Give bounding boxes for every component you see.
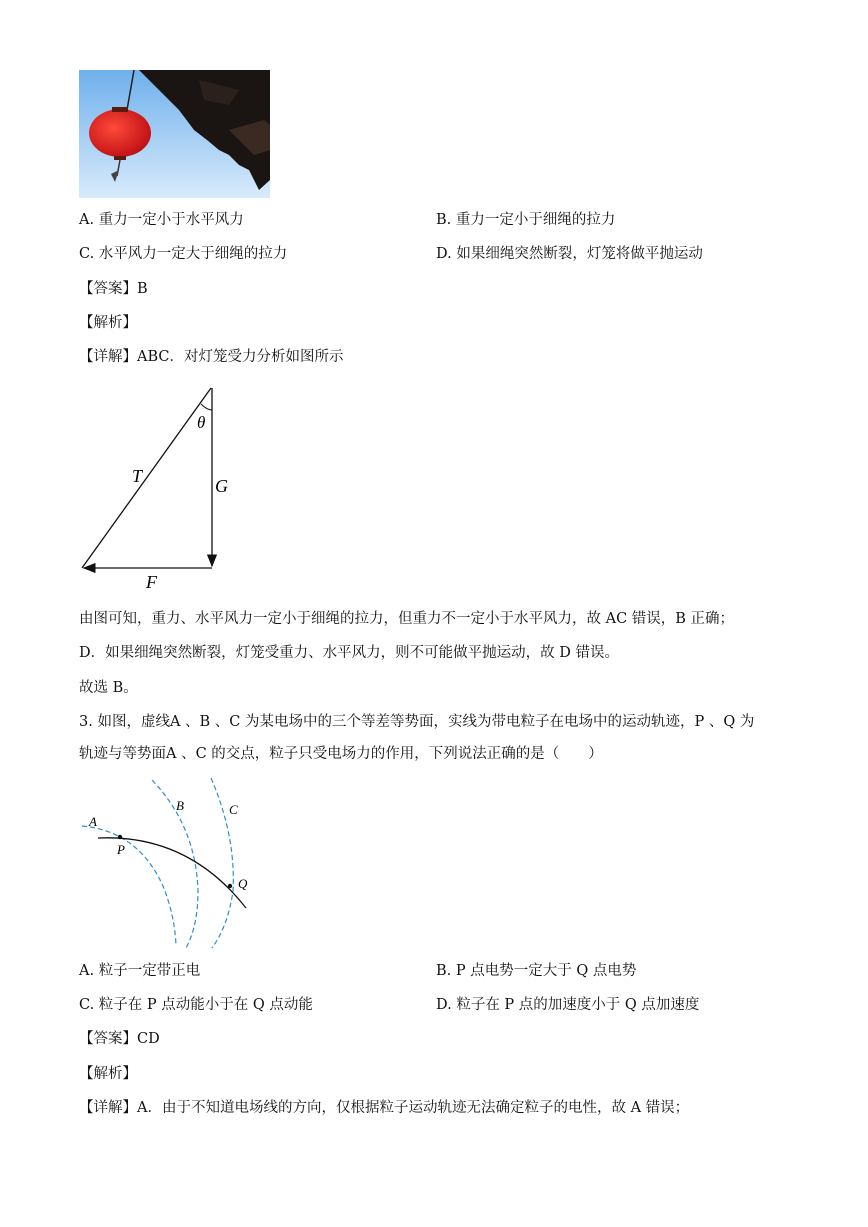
q3-stem-line1: 3. 如图，虚线A 、B 、C 为某电场中的三个等差等势面，实线为带电粒子在电场中的运动轨迹，P 、Q 为 xyxy=(79,714,755,730)
q2-option-c: C. 水平风力一定大于细绳的拉力 xyxy=(79,246,288,262)
point-p xyxy=(118,835,122,839)
q3-option-c: C. 粒子在 P 点动能小于在 Q 点动能 xyxy=(79,997,313,1013)
equipotential-a xyxy=(82,826,176,946)
q3-detail-line1: 【详解】A．由于不知道电场线的方向，仅根据粒子运动轨迹无法确定粒子的电性，故 A 错误； xyxy=(79,1100,690,1116)
q2-analysis-heading: 【解析】 xyxy=(79,315,137,331)
q2-detail-intro: 【详解】ABC．对灯笼受力分析如图所示 xyxy=(79,349,344,365)
q3-analysis-heading: 【解析】 xyxy=(79,1066,137,1082)
q3-option-a: A. 粒子一定带正电 xyxy=(79,963,201,979)
label-c: C xyxy=(229,802,238,817)
point-q xyxy=(228,884,232,888)
q2-detail-line2: D．如果细绳突然断裂，灯笼受重力、水平风力，则不可能做平抛运动，故 D 错误。 xyxy=(79,645,619,661)
tension-line xyxy=(82,388,211,568)
label-b: B xyxy=(176,798,184,813)
gravity-label: G xyxy=(215,476,228,496)
q2-detail-line1: 由图可知，重力、水平风力一定小于细绳的拉力，但重力不一定小于水平风力，故 AC 错误，B 正确； xyxy=(79,611,735,627)
lantern-photo xyxy=(79,70,270,198)
q2-answer: 【答案】B xyxy=(79,281,148,297)
q2-option-a: A. 重力一定小于水平风力 xyxy=(79,212,244,228)
equipotential-diagram xyxy=(78,776,258,952)
label-p: P xyxy=(117,842,125,857)
q2-option-d: D. 如果细绳突然断裂，灯笼将做平抛运动 xyxy=(436,246,703,262)
q3-option-d: D. 粒子在 P 点的加速度小于 Q 点加速度 xyxy=(436,997,700,1013)
label-a: A xyxy=(89,814,97,829)
tension-label: T xyxy=(132,466,143,486)
q3-option-b: B. P 点电势一定大于 Q 点电势 xyxy=(436,963,637,979)
wind-force-label: F xyxy=(146,572,157,592)
label-q: Q xyxy=(238,876,248,891)
force-triangle-diagram xyxy=(70,380,250,595)
theta-label: θ xyxy=(197,413,206,432)
equipotential-b xyxy=(152,780,198,948)
q3-stem-line2: 轨迹与等势面A 、C 的交点，粒子只受电场力的作用，下列说法正确的是（ ） xyxy=(79,746,603,762)
q2-option-b: B. 重力一定小于细绳的拉力 xyxy=(436,212,616,228)
q3-answer: 【答案】CD xyxy=(79,1031,160,1047)
q2-conclusion: 故选 B。 xyxy=(79,680,138,696)
